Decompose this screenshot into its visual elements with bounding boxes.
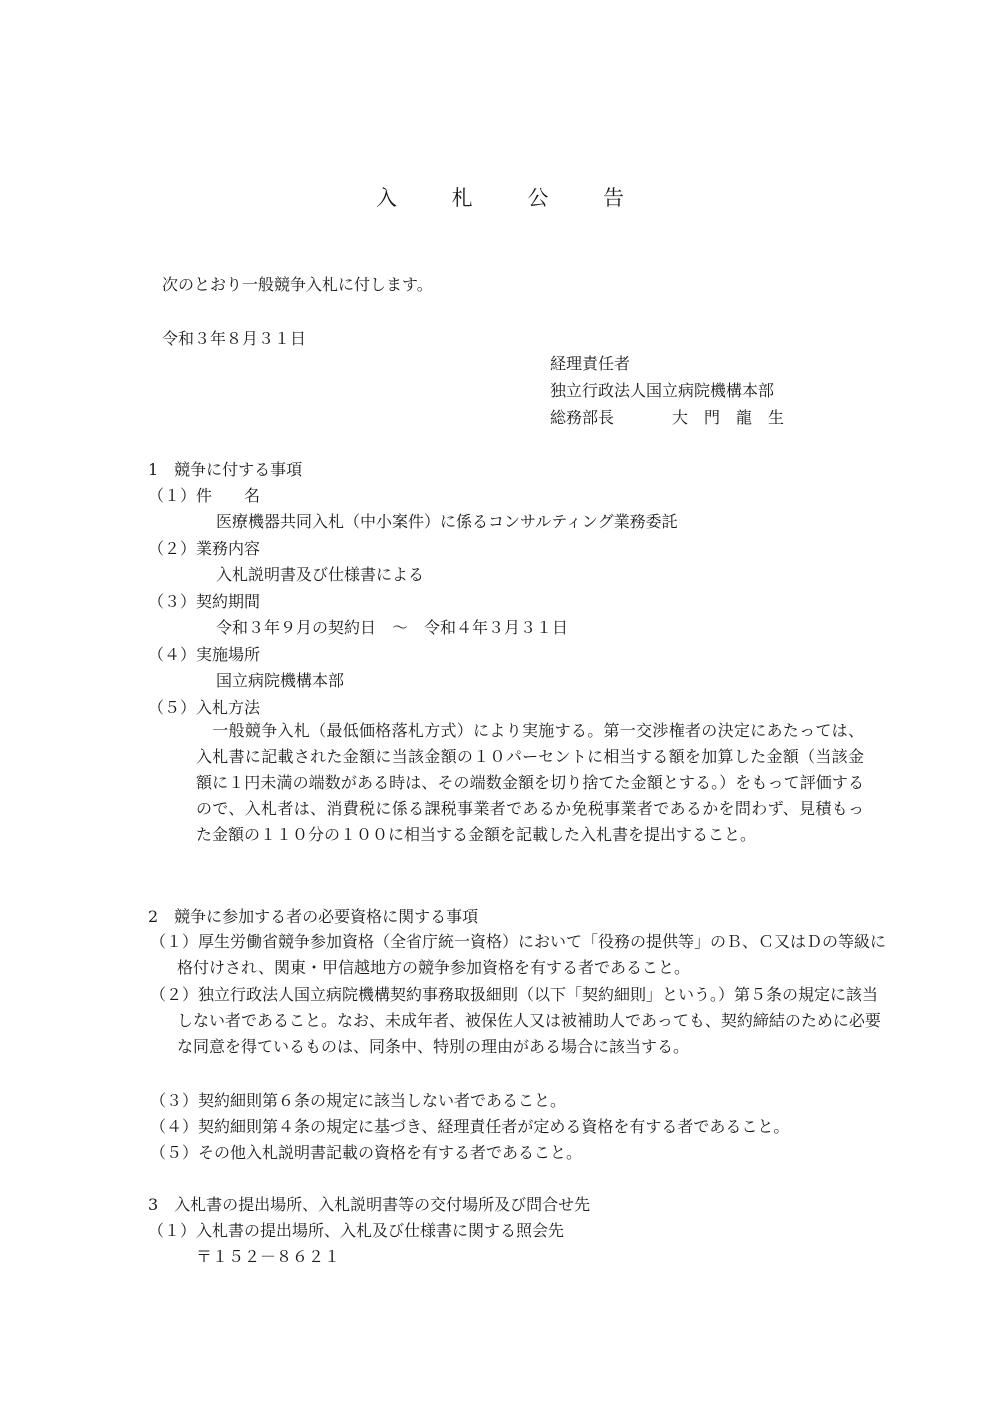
intro-text: 次のとおり一般競争入札に付します。: [162, 275, 433, 294]
issuer-position: 総務部長: [550, 408, 615, 427]
postal-code: 〒１５２－８６２１: [196, 1247, 341, 1266]
section1-heading: 1 競争に付する事項: [148, 460, 303, 479]
section1-item1-label: （１）件 名: [148, 486, 261, 505]
section2-item1: （１）厚生労働省競争参加資格（全省庁統一資格）において「役務の提供等」のＢ、Ｃ又はＤの等級に格付けされ、関東・甲信越地方の競争参加資格を有する者であること。: [150, 932, 887, 977]
section1-item1-value: 医療機器共同入札（中小案件）に係るコンサルティング業務委託: [216, 512, 678, 531]
section2-item2: （２）独立行政法人国立病院機構契約事務取扱細則（以下「契約細則」という。）第５条の規定に該当しない者であること。なお、未成年者、被保佐人又は被補助人であっても、契約締結のために必要な同意を得ているものは、同条中、特別の理由がある場合に該当する。: [150, 985, 881, 1056]
section1-item4-value: 国立病院機構本部: [216, 671, 345, 690]
page-title: 入 札 公 告: [375, 186, 649, 210]
notice-date: 令和３年８月３１日: [162, 329, 307, 348]
section1-item4-label: （４）実施場所: [148, 645, 261, 664]
issuer-name: 大 門 龍 生: [672, 408, 785, 427]
issuer-title: 経理責任者: [550, 354, 631, 373]
section3-heading: 3 入札書の提出場所、入札説明書等の交付場所及び問合せ先: [148, 1195, 591, 1214]
section2-heading: 2 競争に参加する者の必要資格に関する事項: [148, 907, 479, 926]
section2-item4: （４）契約細則第４条の規定に基づき、経理責任者が定める資格を有する者であること。: [150, 1117, 790, 1136]
section1-item2-value: 入札説明書及び仕様書による: [216, 565, 425, 584]
section3-item1-label: （１）入札書の提出場所、入札及び仕様書に関する照会先: [148, 1221, 565, 1240]
section1-item3-value: 令和３年９月の契約日 ～ 令和４年３月３１日: [216, 618, 569, 637]
section1-item5-value: 一般競争入札（最低価格落札方式）により実施する。第一交渉権者の決定にあたっては、入札書に記載された金額に当該金額の１０パーセントに相当する額を加算した金額（当該金額に１円未満の端数がある時は、その端数金額を切り捨てた金額とする。）をもって評価するので、入札者は、消費税に係る課税事業者であるか免税事業者であるかを問わず、見積もった金額の１１０分の１００に相当する金額を記載した入札書を提出すること。: [196, 721, 864, 844]
section2-item3: （３）契約細則第６条の規定に該当しない者であること。: [150, 1091, 567, 1110]
section2-item5: （５）その他入札説明書記載の資格を有する者であること。: [150, 1143, 583, 1162]
section1-item2-label: （２）業務内容: [148, 539, 261, 558]
issuer-organization: 独立行政法人国立病院機構本部: [550, 381, 775, 400]
section1-item3-label: （３）契約期間: [148, 592, 261, 611]
section1-item5-label: （５）入札方法: [148, 698, 261, 717]
